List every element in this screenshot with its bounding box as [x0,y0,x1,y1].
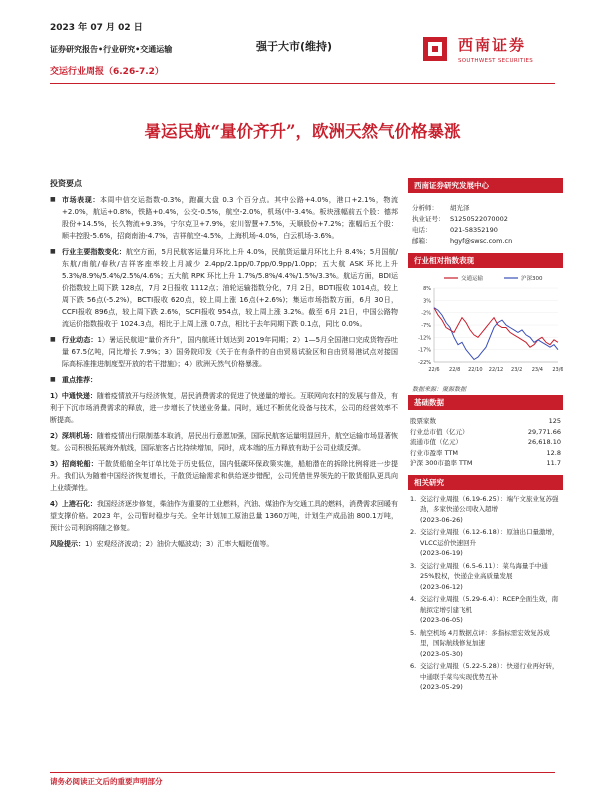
report-title: 暑运民航“量价齐升”，欧洲天然气价格暴涨 [144,122,461,141]
related-date: (2023-06-05) [420,616,463,624]
related-item[interactable] [410,594,561,626]
bullet-market [50,194,398,242]
analyst-value: 胡光泽 [450,204,470,212]
report-subtitle: 证券研究报告•行业研究•交通运输 [50,45,173,54]
bullet-index [50,246,398,330]
analyst-value: 021-58352190 [450,226,498,234]
related-head: 相关研究 [408,475,563,490]
bullet-label: 行业动态： [62,336,98,344]
related-date: (2023-06-19) [420,549,463,557]
y-tick-label: 8% [423,286,431,292]
chart-source: 数据来源：聚源数据 [412,386,467,393]
bullet-text: 航空方面，5月民航客运量月环比上升 4.0%，民航货运量月环比上升 8.4%；5月国航/东航/南航/春秋/吉祥客座率较上月减少 2.4pp/2.1pp/0.7pp/0.9pp/1.0pp；五大航 ASK 环比上升 5.3%/8.9%/5.4%/2.5%/4.6%；五大航 RPK 环比上升 1.7%/5.8%/4.4%/1.5%/3.3%。航运方面，BDI运价指数较上周下跌 128点，7月 2日报收 1112点；油轮运输指数分化，7月 2日，BDTI报收 1014点，较上周下跌 56点(-5.2%)，BCTI报收 620点，较上周上涨 16点(+2.6%)；集运市场指数方面，6月 30日，CCFI报收 896点，较上周下跌 2.6%，SCFI报收 954点，较上周上涨 3.2%。截至 6月 21日，中国公路物流运价指数报收于 1024.3点，相比于上周上涨 0.7点，相比于去年同期下跌 0.1点，同比 0.0%。 [62,248,398,328]
stats-label: 沪深 300市盈率 TTM [410,459,473,467]
rating: 强于大市(维持) [256,40,333,53]
recommend-label: 2）深圳机场： [50,432,97,440]
stats-head: 基础数据 [408,395,563,410]
stats-value: 125 [548,417,561,425]
bullet-label: 重点推荐： [62,376,97,384]
series-line [434,308,558,348]
related-num: 2. [410,528,417,536]
recommend-text: 随着疫情出行限制基本取消，居民出行意愿加强，国际民航客运量明显回升，航空运输市场显著恢复。公司积极拓展海外航线，国际旅客占比持续增加，同时，成本端的压力释放有助于公司业绩反弹。 [50,432,398,452]
y-tick-label: -2% [421,310,431,317]
y-tick-label: 3% [423,298,431,305]
y-tick-label: -7% [421,323,431,329]
x-tick-label: 23/2 [511,367,523,373]
bullet-recommend [50,374,398,386]
bullet-label: 市场表现： [62,196,100,204]
relative-index-chart [408,270,563,378]
footer-divider [50,772,555,773]
stats-value: 26,618.10 [527,438,561,446]
related-title: 航空机场 4月数据点评：多指标需宏效复苏成里，国际航线修复加速 [420,628,550,647]
related-date: (2023-05-29) [420,683,463,691]
stats-row [408,458,563,469]
stats-row [408,416,563,427]
analyst-value: hgyf@swsc.com.cn [450,237,513,245]
stats-value: 11.7 [546,459,561,467]
x-tick-label: 22/8 [449,367,461,373]
related-item[interactable] [410,494,561,526]
company-logo [422,32,582,76]
stats-row [408,437,563,448]
related-num: 5. [410,628,417,637]
stats-row [408,427,563,438]
recommend-4 [50,498,398,534]
x-tick-label: 22/6 [428,367,440,373]
recommend-text: 干散货船舶全年订单比处于历史低位，国内低碳环保政策实施，船舶潜在的拆除比例将进一步提升。我们认为随着中国经济恢复增长，干散货运输需求和供给逐步错配，公司凭借世界领先的干散货船队更具向上业绩弹性。 [50,460,399,492]
y-tick-label: -22% [418,360,431,366]
header-divider [50,83,555,84]
x-tick-label: 23/6 [552,367,563,373]
related-title: 交运行业周报（6.19-6.25）：端午文旅业复苏强劲，多家快递公司收入超增 [420,494,559,513]
chart-head: 行业相对指数表现 [408,253,563,268]
related-num: 3. [410,561,417,570]
recommend-text: 我国经济逐步修复，柴油作为重要的工业燃料，汽油、煤油作为交通工具的燃料，消费需求回暖有望支撑价格。2023 年，公司暂时稳步与关。全年计划加工原油总量 1360万吨，计划生产成品油 800.1万吨，预计公司利润将随之修复。 [50,500,398,532]
section-head: 投资要点 [50,179,82,188]
legend-label: 沪深300 [521,276,543,282]
logo-cn: 西南证券 [458,36,527,54]
related-date: (2023-05-30) [420,649,463,658]
recommend-label: 3）招商轮船： [50,460,98,468]
analyst-label: 执业证号： [412,215,445,223]
related-num: 1. [410,494,417,503]
analyst-label: 电话： [412,226,432,234]
stats-row [408,448,563,459]
related-title: 交运行业周报（6.5-6.11）：菜鸟海量手中通 25%股权，快递企业高质量发展 [420,561,548,580]
bullet-news [50,334,398,370]
recommend-1 [50,390,398,426]
related-item[interactable] [410,561,561,593]
risk-text: 1）宏观经济波动；2）油价大幅波动；3）汇率大幅贬值等。 [85,540,274,548]
logo-mark-icon [422,36,448,62]
risk-label: 风险提示： [50,540,85,548]
related-title: 交运行业周报（5.22-5.28）：快递行业再好转，中通联手菜鸟实现优势互补 [420,662,559,681]
related-title: 交运行业周报（5.29-6.4）：RCEP全面生效，南航拟定增引建飞机 [420,595,559,614]
x-tick-label: 22/10 [468,367,483,373]
risk-note [50,538,398,550]
analyst-info [408,193,563,253]
sidebar [408,178,563,699]
bullet-label: 行业主要指数变化： [62,248,126,256]
stats-label: 流通市值（亿元） [410,438,462,446]
logo-en: SOUTHWEST SECURITIES [458,58,534,64]
recommend-label: 4）上港石化： [50,500,97,508]
related-num: 4. [410,595,417,603]
analyst-row [412,203,559,214]
related-item[interactable] [410,628,561,660]
related-date: (2023-06-12) [420,582,463,591]
main-column [50,178,398,554]
legend-label: 交通运输 [461,276,484,282]
analyst-row [412,225,559,236]
analyst-head: 西南证券研究发展中心 [408,178,563,193]
y-tick-label: -12% [418,335,431,342]
analyst-row [412,236,559,247]
analyst-label: 分析师： [412,204,438,212]
recommend-2 [50,430,398,454]
analyst-label: 邮箱： [412,237,432,245]
related-list [408,490,563,699]
recommend-3 [50,458,398,494]
bullet-text: 1）暑运民航迎“量价齐升”，国内航班计划达到 2019年同期；2）1—5月全国港口完成货物吞吐量 67.5亿吨，同比增长 7.9%；3）国务院印发《关于在有条件的自由贸易试验区和自由贸易港试点对接国际高标准推进制度型开放的若干措施》；4）欧洲天然气价格暴涨。 [62,336,399,368]
stats-value: 12.8 [546,448,561,457]
stats-label: 行业总市值（亿元） [410,427,469,436]
footer-disclaimer: 请务必阅读正文后的重要声明部分 [50,777,163,786]
bullet-text: 本周中信交运指数-0.3%，跑赢大盘 0.3 个百分点。其中公路+4.0%，港口+2.1%，物流+2.0%，航运+0.8%，铁路+0.4%，公交-0.5%，航空-2.0%，机场(中-3.4%。板块涨幅前五个股：德邦股份+14.5%，长久物流+9.3%，宁尔克卫+7.9%，宏川智慧+7.5%，天顺股份+7.2%；涨幅后五个股：顺丰控股-5.6%，招商南油-4.7%，吉祥航空-4.5%，上海机场-4.0%，白云机场-3.6%。 [62,196,398,240]
stats-label: 股票家数 [410,417,436,425]
x-tick-label: 23/4 [531,367,543,373]
stats-label: 行业市盈率 TTM [410,448,459,457]
series-line [434,308,558,360]
analyst-value: S1250522070002 [450,215,508,223]
related-title: 交运行业周报（6.12-6.18）：原油出口量激增，VLCC运价快速回升 [420,528,559,547]
report-date: 2023 年 07 月 02 日 [50,23,143,33]
related-num: 6. [410,662,417,670]
y-tick-label: -17% [418,347,431,354]
stats-table [408,416,563,469]
related-item[interactable] [410,527,561,559]
related-item[interactable] [410,661,561,693]
stats-value: 29,771.66 [527,427,561,436]
recommend-label: 1）中通快递： [50,392,97,400]
x-tick-label: 22/12 [488,367,504,373]
recommend-text: 随着疫情放开与经济恢复，居民消费需求的促进了快递量的增长。互联网向农村的发展与普及，有利于下沉市场消费需求的释放，进一步增长了快递业务量。同时，通过不断优化设备与技术，公司的经营效率不断提高。 [50,392,398,424]
chart-container [408,268,563,382]
analyst-row [412,214,559,225]
related-date: (2023-06-26) [420,515,463,524]
report-type: 交运行业周报（6.26-7.2） [50,67,164,77]
